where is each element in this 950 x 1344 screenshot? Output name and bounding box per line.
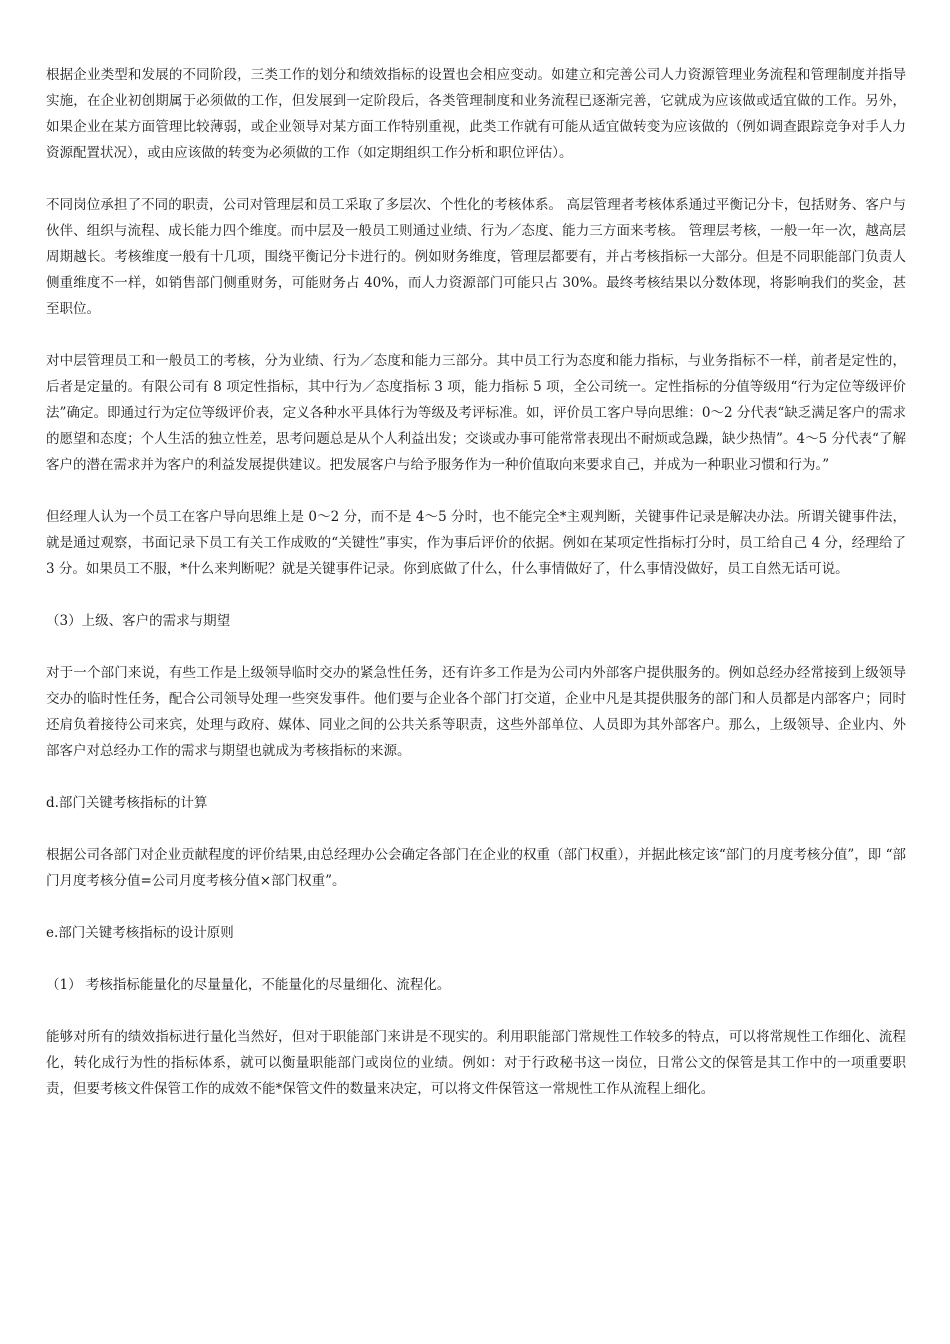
heading-superior-client-needs: （3）上级、客户的需求与期望: [46, 613, 231, 629]
heading-kpi-calculation: d.部门关键考核指标的计算: [46, 795, 208, 811]
heading-kpi-design-principles: e.部门关键考核指标的设计原则: [46, 925, 234, 941]
paragraph-stage-changes: 根据企业类型和发展的不同阶段，三类工作的划分和绩效指标的设置也会相应变动。如建立和完善公司人力资源管理业务流程和管理制度并指导实施，在企业初创期属于必须做的工作，但发展到一定阶段后，各类管理制度和业务流程已逐渐完善，它就成为应该做或适宜做的工作。另外，如果企业在某方面管理比较薄弱，或企业领导对某方面工作特别重视，此类工作就有可能从适宜做转变为应该做的（例如调查跟踪竞争对手人力资源配置状况），或由应该做的转变为必须做的工作（如定期组织工作分析和职位评估）。: [46, 67, 906, 161]
paragraph-quantify-details: 能够对所有的绩效指标进行量化当然好，但对于职能部门来讲是不现实的。利用职能部门常规性工作较多的特点，可以将常规性工作细化、流程化，转化成行为性的指标体系，就可以衡量职能部门或岗位的业绩。例如：对于行政秘书这一岗位，日常公文的保管是其工作中的一项重要职责，但要考核文件保管工作的成效不能*保管文件的数量来决定，可以将文件保管这一常规性工作从流程上细化。: [46, 1029, 906, 1097]
paragraph-department-tasks: 对于一个部门来说，有些工作是上级领导临时交办的紧急性任务，还有许多工作是为公司内外部客户提供服务的。例如总经办经常接到上级领导交办的临时性任务，配合公司领导处理一些突发事件。他们要与企业各个部门打交道，企业中凡是其提供服务的部门和人员都是内部客户；同时还肩负着接待公司来宾，处理与政府、媒体、同业之间的公共关系等职责，这些外部单位、人员即为其外部客户。那么，上级领导、企业内、外部客户对总经办工作的需求与期望也就成为考核指标的来源。: [46, 665, 906, 759]
heading-principle-quantify: （1） 考核指标能量化的尽量量化，不能量化的尽量细化、流程化。: [46, 977, 451, 993]
paragraph-mid-level-assessment: 对中层管理员工和一般员工的考核，分为业绩、行为／态度和能力三部分。其中员工行为态度和能力指标，与业务指标不一样，前者是定性的，后者是定量的。有限公司有 8 项定性指标，其中行为／态度指标 3 项，能力指标 5 项，全公司统一。定性指标的分值等级用“行为定位等级评价法”确定。即通过行为定位等级评价表，定义各种水平具体行为等级及考评标准。如，评价员工客户导向思维：0～2 分代表“缺乏满足客户的需求的愿望和态度；个人生活的独立性差，思考问题总是从个人利益出发；交谈或办事可能常常表现出不耐烦或急躁，缺少热情”。4～5 分代表“了解客户的潜在需求并为客户的利益发展提供建议。把发展客户与给予服务作为一种价值取向来要求自己，并成为一种职业习惯和行为。”: [46, 353, 906, 473]
paragraph-kpi-calculation: 根据公司各部门对企业贡献程度的评价结果,由总经理办公会确定各部门在企业的权重（部门权重），并据此核定该“部门的月度考核分值”，即 “部门月度考核分值=公司月度考核分值×部门权重”。: [46, 847, 906, 889]
paragraph-assessment-system: 不同岗位承担了不同的职责，公司对管理层和员工采取了多层次、个性化的考核体系。 高层管理者考核体系通过平衡记分卡，包括财务、客户与伙伴、组织与流程、成长能力四个维度。而中层及一般员工则通过业绩、行为／态度、能力三方面来考核。 管理层考核，一般一年一次，越高层周期越长。考核维度一般有十几项，围绕平衡记分卡进行的。例如财务维度，管理层都要有，并占考核指标一大部分。但是不同职能部门负责人侧重维度不一样，如销售部门侧重财务，可能财务占 40%，而人力资源部门可能只占 30%。最终考核结果以分数体现，将影响我们的奖金，甚至职位。: [46, 197, 906, 317]
document-page: [46, 62, 906, 1128]
paragraph-key-event-method: 但经理人认为一个员工在客户导向思维上是 0～2 分，而不是 4～5 分时，也不能完全*主观判断，关键事件记录是解决办法。所谓关键事件法，就是通过观察，书面记录下员工有关工作成败的“关键性”事实，作为事后评价的依据。例如在某项定性指标打分时，员工给自己 4 分，经理给了 3 分。如果员工不服，*什么来判断呢？就是关键事件记录。你到底做了什么，什么事情做好了，什么事情没做好，员工自然无话可说。: [46, 509, 906, 577]
